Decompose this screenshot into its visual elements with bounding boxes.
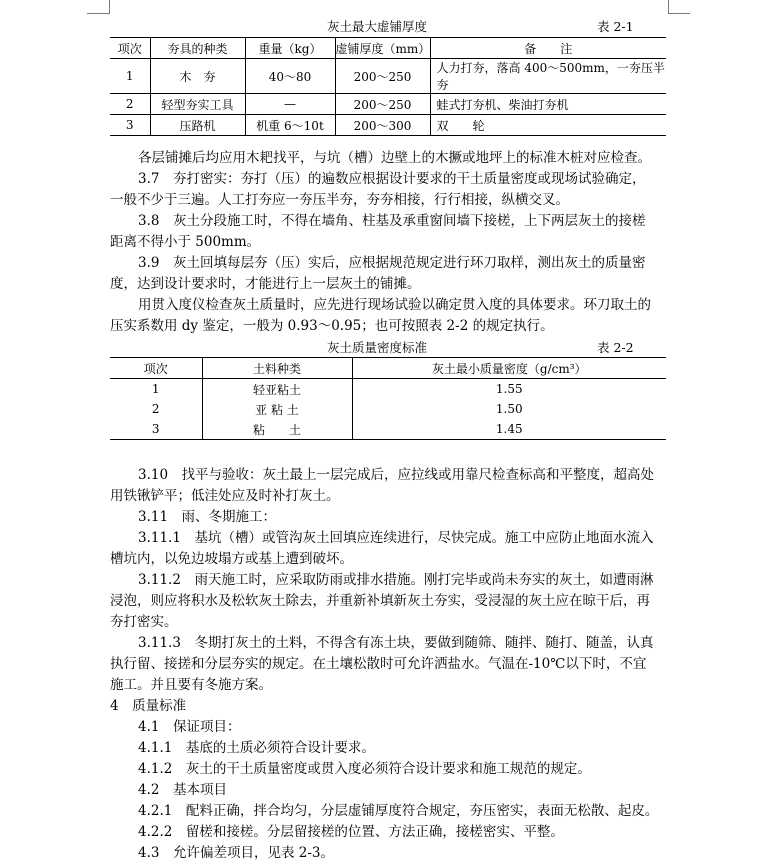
crop-mark-right-horizontal [668, 13, 690, 14]
table1-cell: 压路机 [150, 115, 245, 136]
table-row [110, 419, 666, 440]
table2-cell: 粘 土 [202, 419, 352, 440]
text-line: 3.11 雨、冬期施工： [138, 509, 277, 525]
crop-mark-left-vertical [109, 0, 110, 14]
table1-header-cell: 夯具的种类 [150, 38, 245, 59]
text-line: 4.1.2 灰土的干土质量密度或贯入度必须符合设计要求和施工规范的规定。 [138, 761, 591, 777]
table2-cell: 1.55 [495, 382, 523, 396]
text-line: 距离不得小于 500mm。 [110, 234, 261, 250]
table2-caption: 灰土质量密度标准 [327, 340, 428, 355]
section-heading: 4 质量标准 [110, 698, 187, 714]
table2-header-cell: 土料种类 [202, 358, 352, 379]
table-2-2 [110, 357, 666, 440]
table1-cell: 200～250 [335, 94, 430, 115]
text-line: 度，达到设计要求时，才能进行上一层灰土的铺摊。 [110, 276, 421, 292]
text-line: 槽坑内，以免边坡塌方或基上遭到破坏。 [110, 551, 353, 567]
table-row [110, 94, 666, 115]
table2-header-row [110, 358, 666, 379]
table1-cell: 人力打夯，落高 400～500mm，一夯压半夯 [430, 59, 666, 94]
table1-header-cell: 重量（kg） [245, 38, 335, 59]
text-line: 各层铺摊后均应用木耙找平，与坑（槽）边壁上的木撅或地坪上的标准木桩对应检查。 [138, 150, 651, 166]
table2-cell: 轻亚粘土 [202, 379, 352, 400]
table2-header-cell: 灰土最小质量密度（g/cm³） [352, 358, 666, 379]
text-line: 执行留、接搓和分层夯实的规定。在土壤松散时可允许洒盐水。气温在-10℃以下时，不宜 [110, 656, 647, 672]
text-line: 4.2.2 留槎和接槎。分层留接槎的位置、方法正确，接槎密实、平整。 [138, 824, 564, 840]
text-line: 4.3 允许偏差项目，见表 2-3。 [138, 845, 335, 861]
table1-cell: 机重 6～10t [245, 115, 335, 136]
text-line: 3.8 灰土分段施工时，不得在墙角、柱基及承重窗间墙下接槎，上下两层灰土的接槎 [138, 213, 646, 229]
text-line: 施工。并且要有冬施方案。 [110, 677, 272, 693]
table1-cell: 木 夯 [150, 59, 245, 94]
table2-cell: 1.50 [495, 402, 523, 416]
table2-header-cell: 项次 [110, 358, 202, 379]
table1-number: 表 2-1 [597, 19, 634, 34]
table1-cell: 轻型夯实工具 [150, 94, 245, 115]
table2-cell: 1 [151, 382, 160, 396]
table1-cell: 3 [110, 115, 150, 136]
crop-mark-left-horizontal [87, 13, 109, 14]
table1-cell: — [245, 94, 335, 115]
text-line: 夯打密实。 [110, 614, 178, 630]
text-line: 4.1.1 基底的土质必须符合设计要求。 [138, 740, 375, 756]
table1-header-cell: 备 注 [430, 38, 666, 59]
table-row [110, 59, 666, 94]
table2-cell: 3 [151, 422, 160, 436]
table2-cell: 2 [151, 402, 160, 416]
text-line: 4.2 基本项目 [138, 782, 227, 798]
table-row [110, 399, 666, 419]
table-2-1 [110, 37, 666, 136]
text-line: 3.10 找平与验收：灰土最上一层完成后，应拉线或用靠尺检查标高和平整度，超高处 [138, 467, 655, 483]
table1-header-cell: 项次 [110, 38, 150, 59]
crop-mark-right-vertical [668, 0, 669, 14]
table-row [110, 115, 666, 136]
text-line: 3.9 灰土回填每层夯（压）实后，应根据规范规定进行环刀取样，测出灰土的质量密 [138, 255, 646, 271]
text-line: 3.11.1 基坑（槽）或管沟灰土回填应连续进行，尽快完成。施工中应防止地面水流入 [138, 530, 654, 546]
table1-cell: 200～250 [335, 59, 430, 94]
table1-cell: 40～80 [245, 59, 335, 94]
table2-number: 表 2-2 [597, 340, 634, 355]
table2-cell: 1.45 [495, 422, 523, 436]
text-line: 4.1 保证项目： [138, 719, 241, 735]
text-line: 3.7 夯打密实：夯打（压）的遍数应根据设计要求的干土质量密度或现场试验确定， [138, 171, 646, 187]
table2-cell: 亚 粘 土 [202, 399, 352, 419]
table1-cell: 2 [110, 94, 150, 115]
table1-cell: 双 轮 [430, 115, 666, 136]
text-line: 4.2.1 配料正确，拌合均匀，分层虚铺厚度符合规定，夯压密实，表面无松散、起皮。 [138, 803, 659, 819]
table1-caption: 灰土最大虚铺厚度 [327, 19, 428, 34]
text-line: 用铁锹铲平；低洼处应及时补打灰土。 [110, 488, 340, 504]
body-text-block-1 [110, 148, 670, 337]
text-line: 用贯入度仪检查灰土质量时，应先进行现场试验以确定贯入度的具体要求。环刀取土的 [138, 297, 651, 313]
table1-header-row [110, 38, 666, 59]
table1-header-cell: 虚铺厚度（mm） [335, 38, 430, 59]
body-text-block-2 [110, 465, 670, 864]
text-line: 压实系数用 dy 鉴定，一般为 0.93～0.95；也可按照表 2-2 的规定执行。 [110, 318, 554, 334]
table-row [110, 379, 666, 400]
text-line: 浸泡，则应将积水及松软灰土除去，并重新补填新灰土夯实，受浸湿的灰土应在晾干后，再 [110, 593, 650, 609]
text-line: 3.11.3 冬期打灰土的土料，不得含有冻土块，要做到随筛、随拌、随打、随盖，认真 [138, 635, 654, 651]
table1-cell: 蛙式打夯机、柴油打夯机 [430, 94, 666, 115]
table1-cell: 1 [110, 59, 150, 94]
text-line: 3.11.2 雨天施工时，应采取防雨或排水措施。刚打完毕或尚未夯实的灰土，如遭雨淋 [138, 572, 654, 588]
text-line: 一般不少于三遍。人工打夯应一夯压半夯，夯夯相接，行行相接，纵横交叉。 [110, 192, 569, 208]
table1-cell: 200～300 [335, 115, 430, 136]
